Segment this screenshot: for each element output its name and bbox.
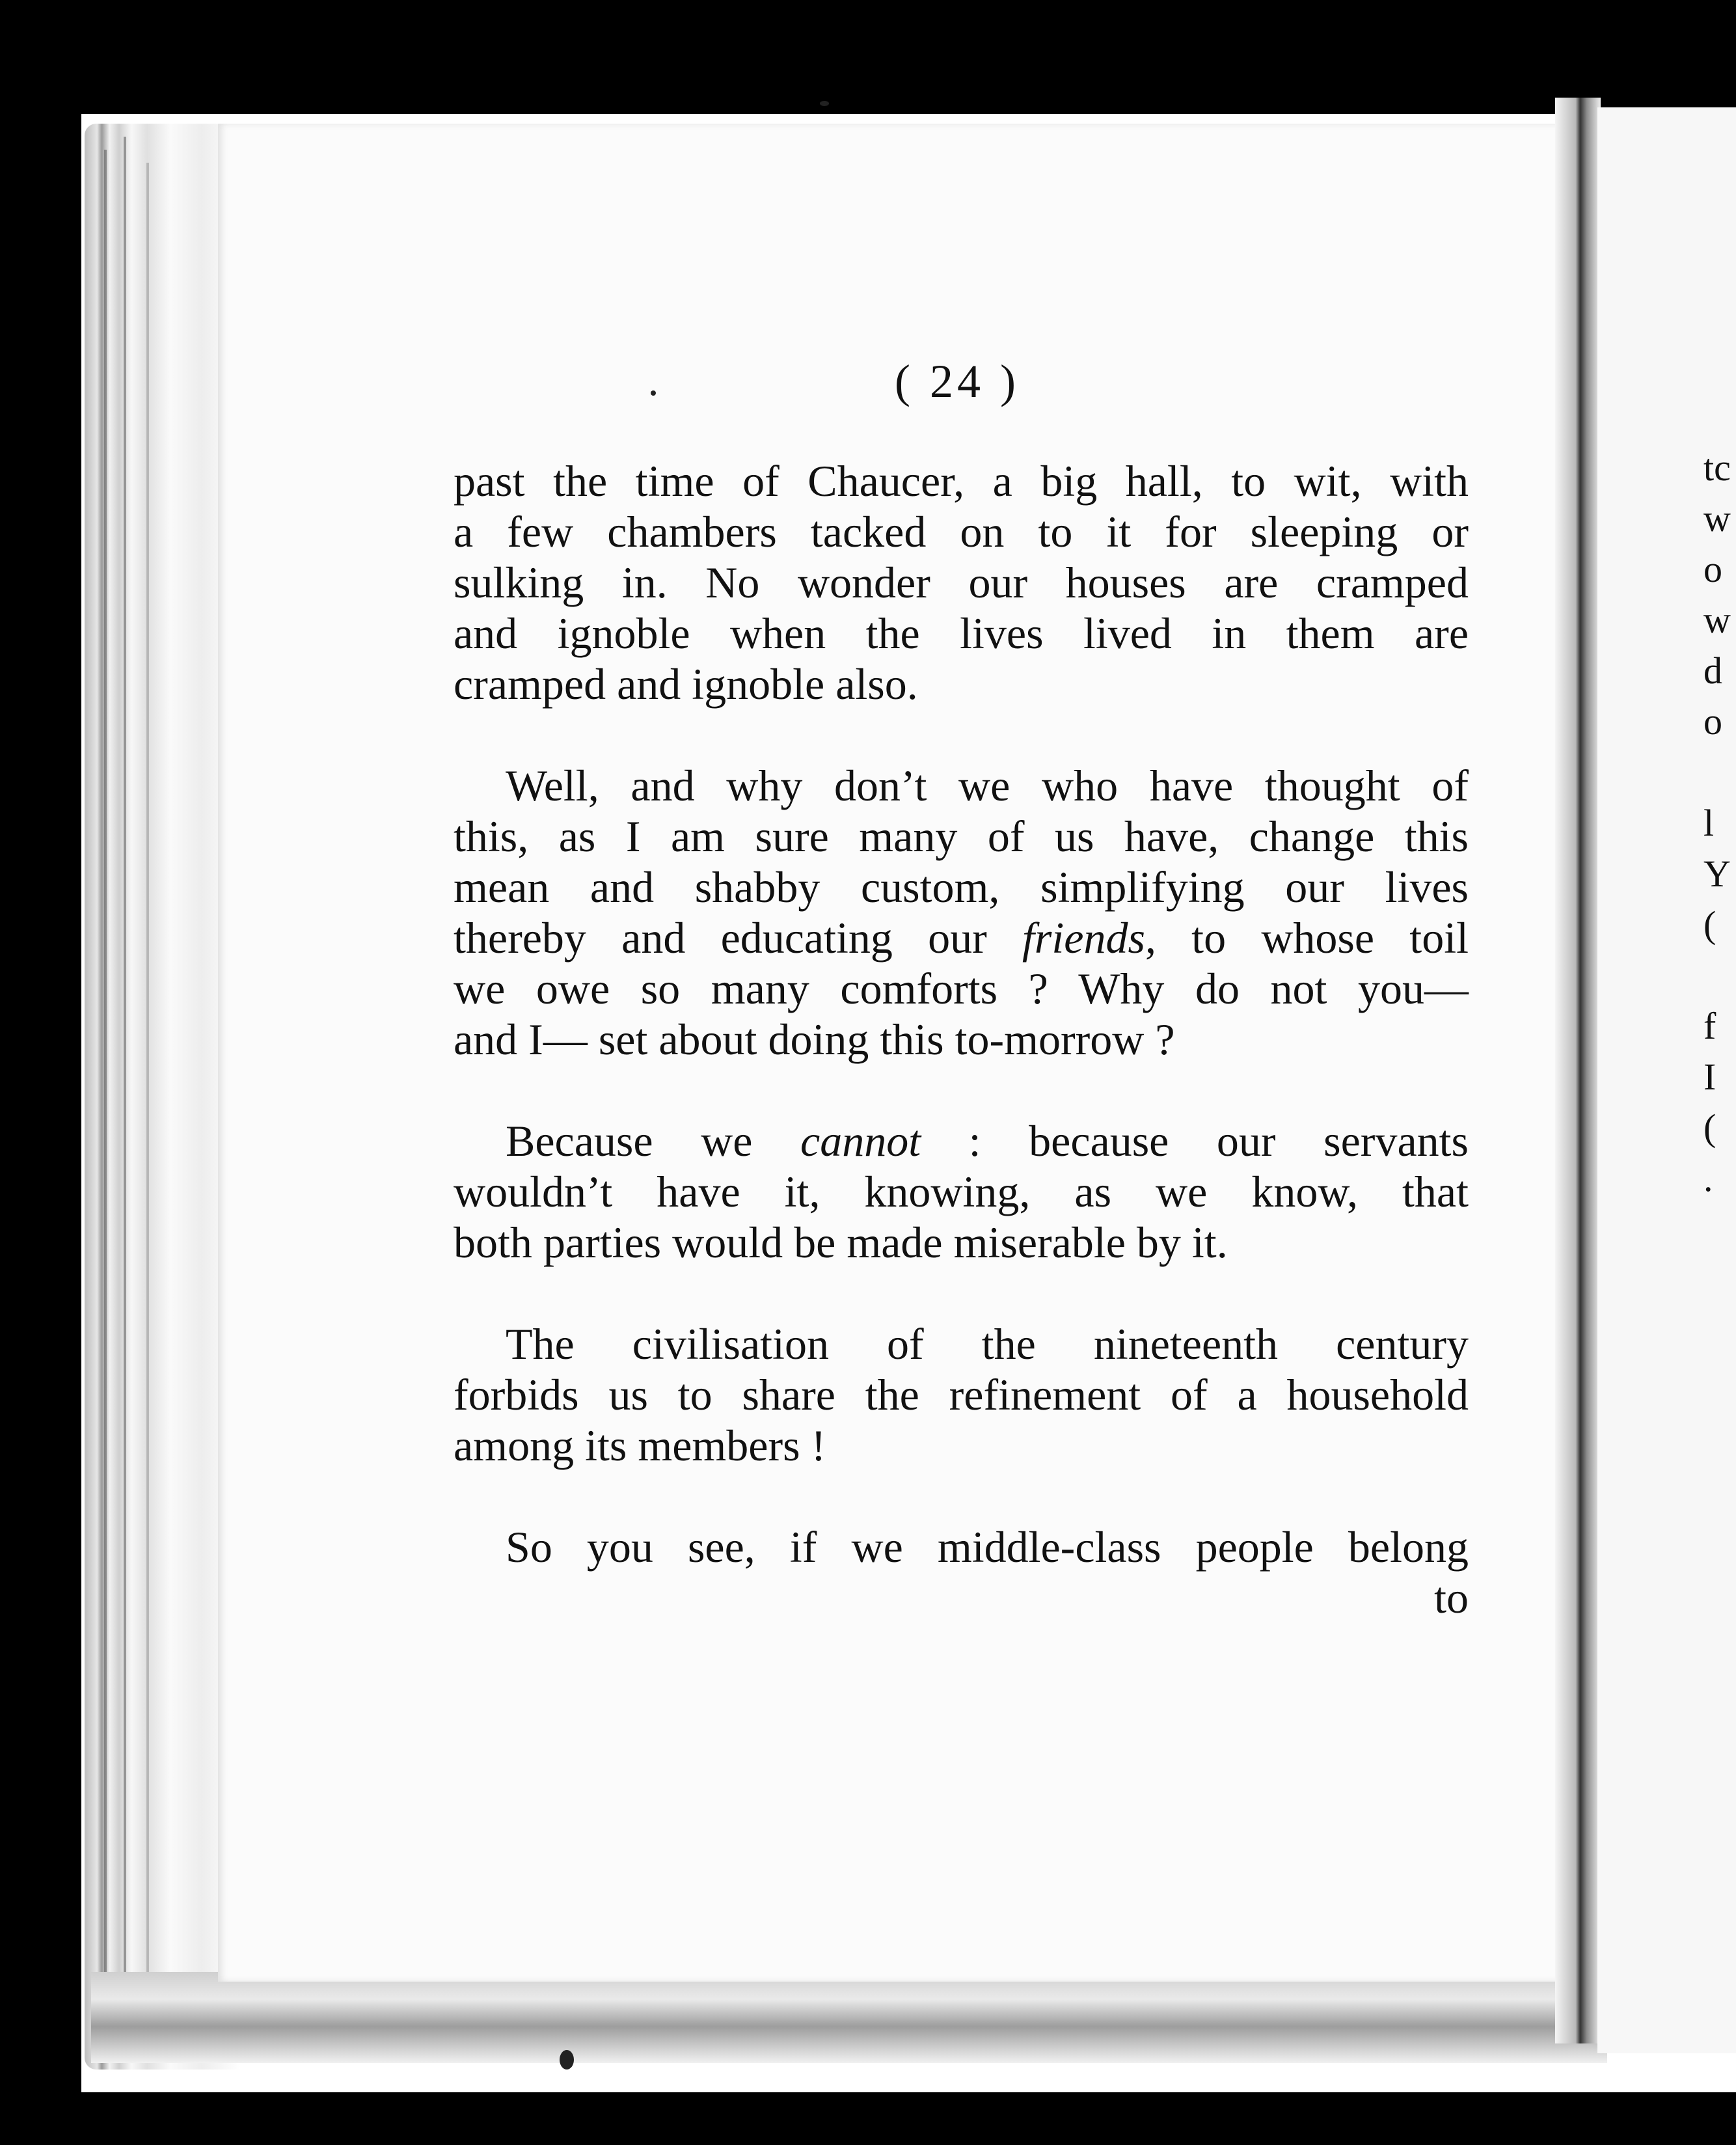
text-line: wouldn’t have it, knowing, as we know, that	[454, 1167, 1469, 1216]
dust-speck	[560, 2050, 574, 2070]
text-line: we owe so many comforts ? Why do not you—	[454, 964, 1469, 1013]
text-line: a few chambers tacked on to it for sleeping or	[454, 507, 1469, 556]
text-line: The civilisation of the nineteenth century	[506, 1319, 1469, 1369]
text-fragment-gap	[1703, 747, 1731, 798]
paragraph	[454, 1522, 1469, 1623]
text-fragment: .	[1703, 1157, 1713, 1199]
text-fragment: l	[1703, 802, 1715, 844]
text-fragment-gap	[1703, 950, 1731, 1001]
paragraph	[454, 1115, 1469, 1268]
text-line: thereby and educating our friends, to whose toil	[454, 913, 1469, 963]
dust-speck	[651, 390, 656, 396]
text-fragment: (	[1703, 1106, 1716, 1149]
text-fragment: o	[1703, 548, 1722, 590]
paragraph	[454, 1318, 1469, 1471]
body-text	[454, 456, 1469, 1623]
book-gutter	[1555, 98, 1601, 2043]
text-line: Well, and why don’t we who have thought of	[506, 761, 1469, 810]
paragraph	[454, 456, 1469, 709]
text-line: this, as I am sure many of us have, change this	[454, 812, 1469, 861]
italic-word: friends	[1022, 913, 1145, 963]
text-line: forbids us to share the refinement of a household	[454, 1370, 1469, 1419]
text-fragment: w	[1703, 497, 1731, 540]
catchword: to	[1434, 1573, 1469, 1622]
text-line: mean and shabby custom, simplifying our lives	[454, 862, 1469, 912]
text-line: past the time of Chaucer, a big hall, to wit, with	[454, 456, 1469, 506]
facing-page-text-fragments	[1703, 443, 1731, 1204]
paragraph	[454, 760, 1469, 1065]
text-fragment: f	[1703, 1005, 1716, 1047]
page-bottom-edges	[91, 1972, 1607, 2063]
text-fragment: d	[1703, 649, 1722, 692]
text-line: Because we cannot : because our servants	[506, 1116, 1469, 1166]
text-line: sulking in. No wonder our houses are cramped	[454, 558, 1469, 607]
text-fragment: Y	[1703, 853, 1731, 895]
text-fragment: (	[1703, 903, 1716, 946]
dust-speck	[820, 101, 829, 106]
italic-word: cannot	[800, 1116, 921, 1166]
text-fragment: tc	[1703, 446, 1731, 489]
text-line: So you see, if we middle-class people belong	[506, 1522, 1469, 1572]
text-line: and I— set about doing this to-morrow ?	[454, 1015, 1175, 1064]
left-page-edges	[85, 124, 241, 2070]
text-fragment: o	[1703, 700, 1722, 743]
text-line: and ignoble when the lives lived in them are	[454, 608, 1469, 658]
text-line: cramped and ignoble also.	[454, 659, 918, 709]
page-number: ( 24 )	[895, 355, 1020, 407]
text-fragment: w	[1703, 599, 1731, 641]
text-line: both parties would be made miserable by it.	[454, 1218, 1228, 1267]
text-line: among its members !	[454, 1421, 826, 1470]
text-fragment: I	[1703, 1056, 1716, 1098]
